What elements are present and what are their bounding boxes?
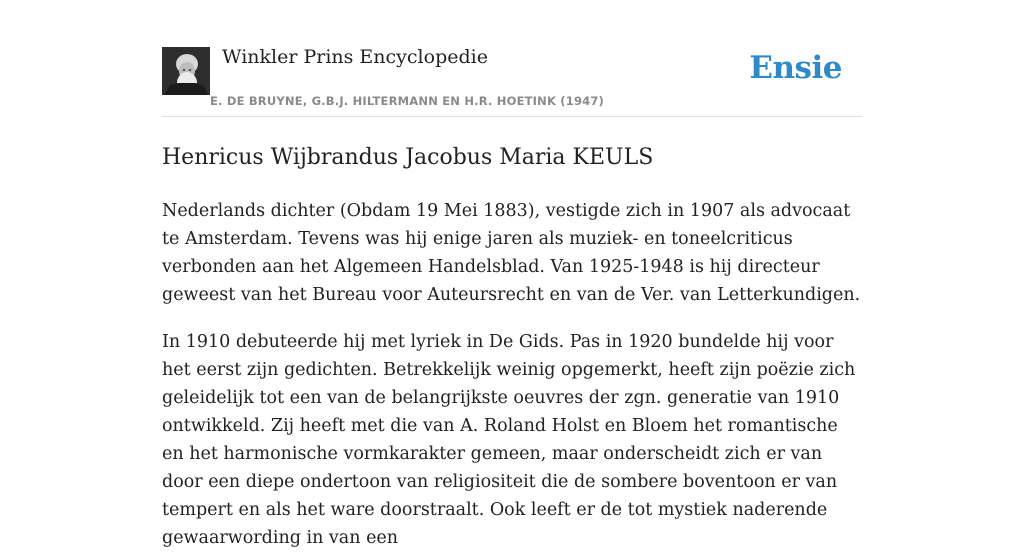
author-portrait-graphic xyxy=(162,47,210,95)
ensie-logo[interactable]: Ensie xyxy=(749,50,842,86)
article-paragraph-1: Nederlands dichter (Obdam 19 Mei 1883), vestigde zich in 1907 als advocaat te Amsterdam. Tevens was hij enige jaren als muziek- en toneelcriticus verbonden aan het Algemeen Handelsblad. Van 1925-1948 is hij directeur geweest van het Bureau voor Auteursrecht en van de Ver. van Letterkundigen. xyxy=(162,201,861,305)
site-title[interactable]: Winkler Prins Encyclopedie xyxy=(222,46,488,68)
article-paragraph-2: In 1910 debuteerde hij met lyriek in De Gids. Pas in 1920 bundelde hij voor het eerst zijn gedichten. Betrekkelijk weinig opgemerkt, heeft zijn poëzie zich geleidelijk tot een van de belangrijkste oeuvres der zgn. generatie van 1910 ontwikkeld. Zij heeft met die van A. Roland Holst en Bloem het romantische en het harmonische vormkarakter gemeen, maar onderscheidt zich er van door een diepe ondertoon van religiositeit die de sombere boventoon er van tempert en als het ware doorstraalt. Ook leeft er de tot mystiek naderende gewaarwording in van een xyxy=(162,332,856,548)
site-header xyxy=(162,0,862,117)
page xyxy=(162,0,862,552)
authors-credit: E. DE BRUYNE, G.B.J. HILTERMANN EN H.R. HOETINK (1947) xyxy=(210,94,605,108)
article-title: Henricus Wijbrandus Jacobus Maria KEULS xyxy=(162,145,654,170)
author-portrait-icon[interactable] xyxy=(162,47,210,95)
